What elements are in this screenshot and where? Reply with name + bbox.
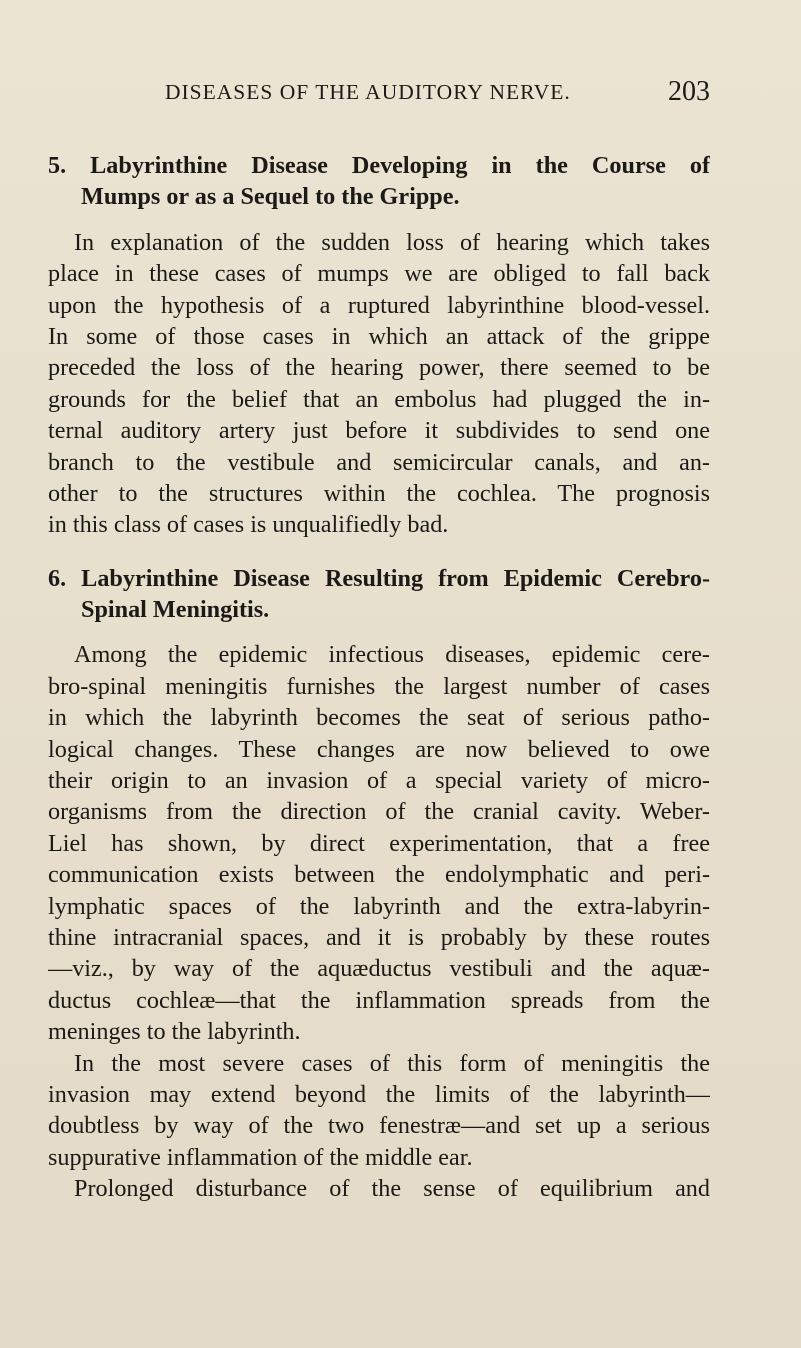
text-line: In explanation of the sudden loss of hearing which takes bbox=[74, 228, 710, 256]
text-line: upon the hypothesis of a ruptured labyrinthine blood-vessel. bbox=[48, 291, 710, 319]
running-header bbox=[165, 76, 710, 110]
text-line: grounds for the belief that an embolus had plugged the in- bbox=[48, 385, 710, 413]
text-line: other to the structures within the cochlea. The prognosis bbox=[48, 479, 710, 507]
text-line: meninges to the labyrinth. bbox=[48, 1018, 301, 1046]
section-5-paragraph bbox=[48, 227, 710, 541]
heading-line: 5. Labyrinthine Disease Developing in the Course of bbox=[48, 152, 710, 179]
page-number: 203 bbox=[668, 76, 710, 107]
section-6-heading bbox=[48, 563, 710, 626]
text-line: bro-spinal meningitis furnishes the largest number of cases bbox=[48, 672, 710, 700]
text-line: suppurative inflammation of the middle ear. bbox=[48, 1143, 473, 1171]
text-line: Among the epidemic infectious diseases, epidemic cere- bbox=[74, 641, 710, 669]
text-line: branch to the vestibule and semicircular canals, and an- bbox=[48, 448, 710, 476]
heading-line: Mumps or as a Sequel to the Grippe. bbox=[81, 183, 460, 211]
text-line: communication exists between the endolymphatic and peri- bbox=[48, 861, 710, 889]
page-body bbox=[48, 150, 710, 1205]
heading-line: 6. Labyrinthine Disease Resulting from Epidemic Cerebro- bbox=[48, 564, 710, 592]
text-line: ternal auditory artery just before it subdivides to send one bbox=[48, 417, 710, 445]
text-line: their origin to an invasion of a special variety of micro- bbox=[48, 767, 710, 795]
text-line: thine intracranial spaces, and it is probably by these routes bbox=[48, 923, 710, 951]
text-line: ductus cochleæ—that the inflammation spreads from the bbox=[48, 986, 710, 1014]
section-6-paragraph-3 bbox=[48, 1173, 710, 1204]
running-title: DISEASES OF THE AUDITORY NERVE. bbox=[165, 80, 571, 104]
section-6-paragraph-1 bbox=[48, 639, 710, 1047]
section-5-heading bbox=[48, 150, 710, 213]
text-line: in this class of cases is unqualifiedly bad. bbox=[48, 511, 449, 539]
text-line: In some of those cases in which an attack of the grippe bbox=[48, 322, 710, 350]
text-line: organisms from the direction of the cranial cavity. Weber- bbox=[48, 798, 710, 826]
text-line: Liel has shown, by direct experimentation, that a free bbox=[48, 829, 710, 857]
text-line: doubtless by way of the two fenestræ—and set up a serious bbox=[48, 1112, 710, 1140]
text-line: Prolonged disturbance of the sense of equilibrium and bbox=[74, 1175, 710, 1203]
text-line: —viz., by way of the aquæductus vestibuli and the aquæ- bbox=[48, 955, 710, 983]
section-6-paragraph-2 bbox=[48, 1048, 710, 1174]
text-line: invasion may extend beyond the limits of the labyrinth— bbox=[48, 1080, 710, 1108]
text-line: logical changes. These changes are now believed to owe bbox=[48, 735, 710, 763]
text-line: place in these cases of mumps we are obliged to fall back bbox=[48, 260, 710, 288]
text-line: in which the labyrinth becomes the seat of serious patho- bbox=[48, 704, 710, 732]
text-line: In the most severe cases of this form of meningitis the bbox=[74, 1049, 710, 1077]
heading-line: Spinal Meningitis. bbox=[81, 596, 270, 624]
text-line: preceded the loss of the hearing power, there seemed to be bbox=[48, 354, 710, 382]
text-line: lymphatic spaces of the labyrinth and the extra-labyrin- bbox=[48, 892, 710, 920]
